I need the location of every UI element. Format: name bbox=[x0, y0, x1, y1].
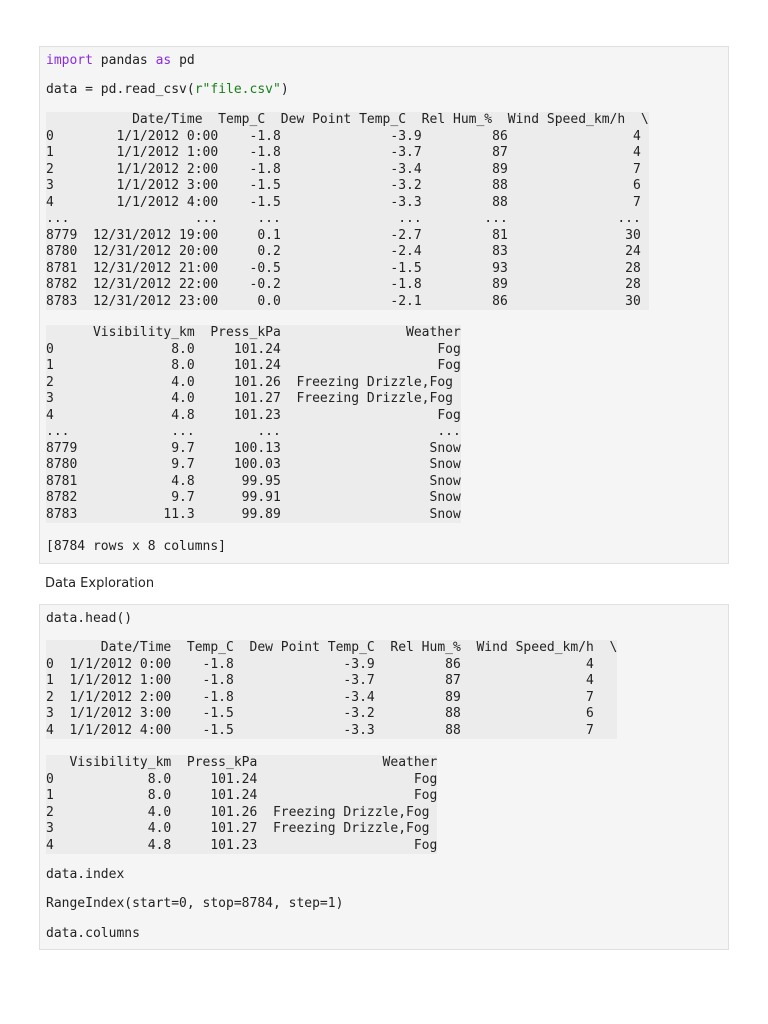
module-name: pandas bbox=[92, 53, 156, 68]
table-header-row: Date/Time Temp_C Dew Point Temp_C Rel Hum_% Wind Speed_km/h \ bbox=[46, 112, 649, 127]
keyword-as: as bbox=[155, 53, 172, 68]
table-row: 4 4.8 101.23 Fog bbox=[46, 837, 438, 853]
table-row: 2 4.0 101.26 Freezing Drizzle,Fog bbox=[46, 374, 453, 390]
table-row: 0 8.0 101.24 Fog bbox=[46, 771, 438, 787]
module-alias: pd bbox=[171, 53, 195, 68]
table-row: 1 1/1/2012 1:00 -1.8 -3.7 87 4 bbox=[46, 145, 641, 160]
code-line-index[interactable]: data.index bbox=[46, 867, 125, 882]
read-csv-close: ) bbox=[280, 82, 289, 97]
table-row: 3 1/1/2012 3:00 -1.5 -3.2 88 6 bbox=[46, 178, 641, 193]
table-row: 0 8.0 101.24 Fog bbox=[46, 341, 461, 357]
head-output-part1 bbox=[46, 640, 617, 739]
index-output: RangeIndex(start=0, stop=8784, step=1) bbox=[46, 896, 344, 911]
read-csv-call: data = pd.read_csv( bbox=[46, 82, 195, 97]
table-row: 3 1/1/2012 3:00 -1.5 -3.2 88 6 bbox=[46, 706, 594, 721]
file-path-string: r"file.csv" bbox=[194, 82, 281, 97]
table-header-row: Visibility_km Press_kPa Weather bbox=[46, 755, 438, 770]
table-row: 1 8.0 101.24 Fog bbox=[46, 788, 438, 803]
code-line-read-csv[interactable] bbox=[46, 82, 289, 99]
table-row: 4 1/1/2012 4:00 -1.5 -3.3 88 7 bbox=[46, 722, 594, 738]
keyword-import: import bbox=[46, 53, 93, 68]
code-cell-data-exploration[interactable] bbox=[39, 604, 729, 950]
dataframe-output-part1 bbox=[46, 112, 649, 310]
code-cell-read-csv[interactable] bbox=[39, 46, 729, 564]
table-row: 3 4.0 101.27 Freezing Drizzle,Fog bbox=[46, 821, 430, 836]
table-row: 8783 12/31/2012 23:00 0.0 -2.1 86 30 bbox=[46, 293, 641, 309]
table-row: 2 1/1/2012 2:00 -1.8 -3.4 89 7 bbox=[46, 689, 594, 705]
table-row: 8783 11.3 99.89 Snow bbox=[46, 506, 461, 522]
code-line-columns[interactable]: data.columns bbox=[46, 926, 140, 941]
table-row: 3 4.0 101.27 Freezing Drizzle,Fog bbox=[46, 391, 453, 406]
code-line-import[interactable] bbox=[46, 53, 195, 70]
table-row: 8781 4.8 99.95 Snow bbox=[46, 473, 461, 489]
table-header-row: Date/Time Temp_C Dew Point Temp_C Rel Hum_% Wind Speed_km/h \ bbox=[46, 640, 618, 655]
markdown-heading-data-exploration: Data Exploration bbox=[45, 576, 155, 591]
dataframe-shape-summary: [8784 rows x 8 columns] bbox=[46, 539, 227, 554]
table-row: 8779 12/31/2012 19:00 0.1 -2.7 81 30 bbox=[46, 227, 641, 243]
table-row: 4 4.8 101.23 Fog bbox=[46, 407, 461, 423]
table-row: 4 1/1/2012 4:00 -1.5 -3.3 88 7 bbox=[46, 194, 641, 210]
code-line-head[interactable]: data.head() bbox=[46, 611, 133, 626]
table-row: 8782 9.7 99.91 Snow bbox=[46, 490, 461, 505]
head-output-part2 bbox=[46, 755, 437, 854]
table-row: 8780 12/31/2012 20:00 0.2 -2.4 83 24 bbox=[46, 244, 641, 259]
table-header-row: Visibility_km Press_kPa Weather bbox=[46, 325, 461, 340]
dataframe-output-part2 bbox=[46, 325, 461, 523]
table-ellipsis-row: ... ... ... ... bbox=[46, 424, 461, 439]
table-row: 1 8.0 101.24 Fog bbox=[46, 358, 461, 373]
table-row: 8780 9.7 100.03 Snow bbox=[46, 457, 461, 472]
table-row: 8779 9.7 100.13 Snow bbox=[46, 440, 461, 456]
table-row: 2 1/1/2012 2:00 -1.8 -3.4 89 7 bbox=[46, 161, 641, 177]
table-row: 0 1/1/2012 0:00 -1.8 -3.9 86 4 bbox=[46, 128, 641, 144]
table-ellipsis-row: ... ... ... ... ... ... bbox=[46, 211, 641, 226]
table-row: 8781 12/31/2012 21:00 -0.5 -1.5 93 28 bbox=[46, 260, 641, 276]
table-row: 0 1/1/2012 0:00 -1.8 -3.9 86 4 bbox=[46, 656, 594, 672]
table-row: 1 1/1/2012 1:00 -1.8 -3.7 87 4 bbox=[46, 673, 594, 688]
table-row: 2 4.0 101.26 Freezing Drizzle,Fog bbox=[46, 804, 430, 820]
table-row: 8782 12/31/2012 22:00 -0.2 -1.8 89 28 bbox=[46, 277, 641, 292]
